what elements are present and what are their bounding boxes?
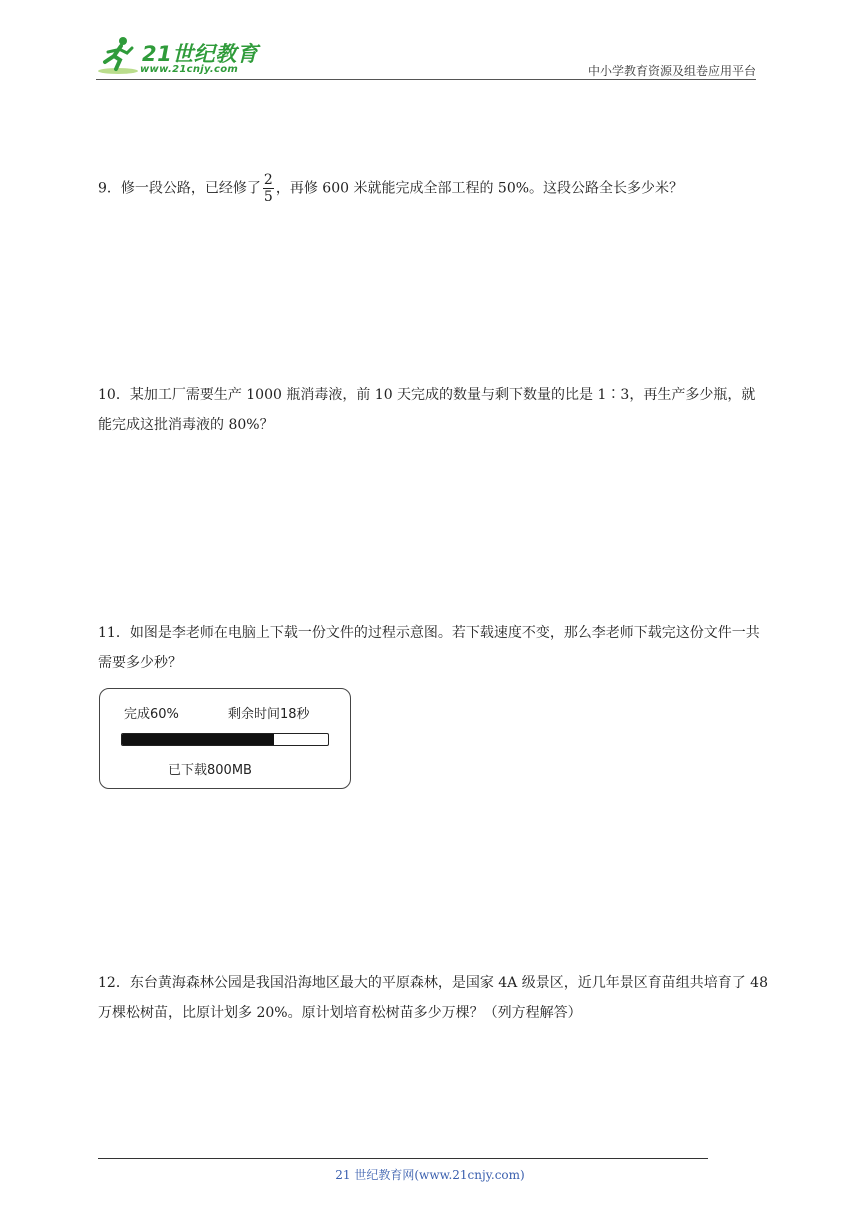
fraction-numerator: 2 [263, 172, 273, 188]
question-9-text-after: ，再修 600 米就能完成全部工程的 50%。这段公路全长多少米？ [275, 180, 684, 197]
site-logo [96, 34, 266, 80]
header-divider [96, 79, 756, 80]
download-progress-bar [121, 733, 329, 746]
download-complete-label: 完成60% [124, 707, 179, 722]
download-progress-fill [122, 734, 274, 745]
footer-site-link[interactable]: 21 世纪教育网(www.21cnjy.com) [335, 1168, 525, 1182]
logo-url: www.21cnjy.com [140, 64, 239, 75]
fraction [263, 172, 274, 205]
question-9-text-before: 9．修一段公路，已经修了 [98, 180, 261, 197]
download-remaining-label: 剩余时间18秒 [228, 707, 310, 722]
question-12: 12．东台黄海森林公园是我国沿海地区最大的平原森林，是国家 4A 级景区，近几年景区育苗组共培育了 48 万棵松树苗，比原计划多 20%。原计划培育松树苗多少万棵？（列方程解答） [98, 975, 768, 1021]
question-11: 11．如图是李老师在电脑上下载一份文件的过程示意图。若下载速度不变，那么李老师下载完这份文件一共需要多少秒？ [98, 625, 760, 671]
logo-text: 21世纪教育 [142, 42, 259, 66]
fraction-denominator: 5 [263, 189, 273, 205]
downloaded-size-label: 已下载800MB [168, 763, 252, 778]
question-9 [98, 172, 768, 205]
running-man-icon [96, 34, 140, 78]
question-10: 10．某加工厂需要生产 1000 瓶消毒液，前 10 天完成的数量与剩下数量的比是 1∶3，再生产多少瓶，就能完成这批消毒液的 80%？ [98, 387, 756, 433]
footer-divider [98, 1158, 708, 1159]
header-platform-text: 中小学教育资源及组卷应用平台 [587, 64, 756, 78]
download-progress-figure [99, 688, 351, 789]
